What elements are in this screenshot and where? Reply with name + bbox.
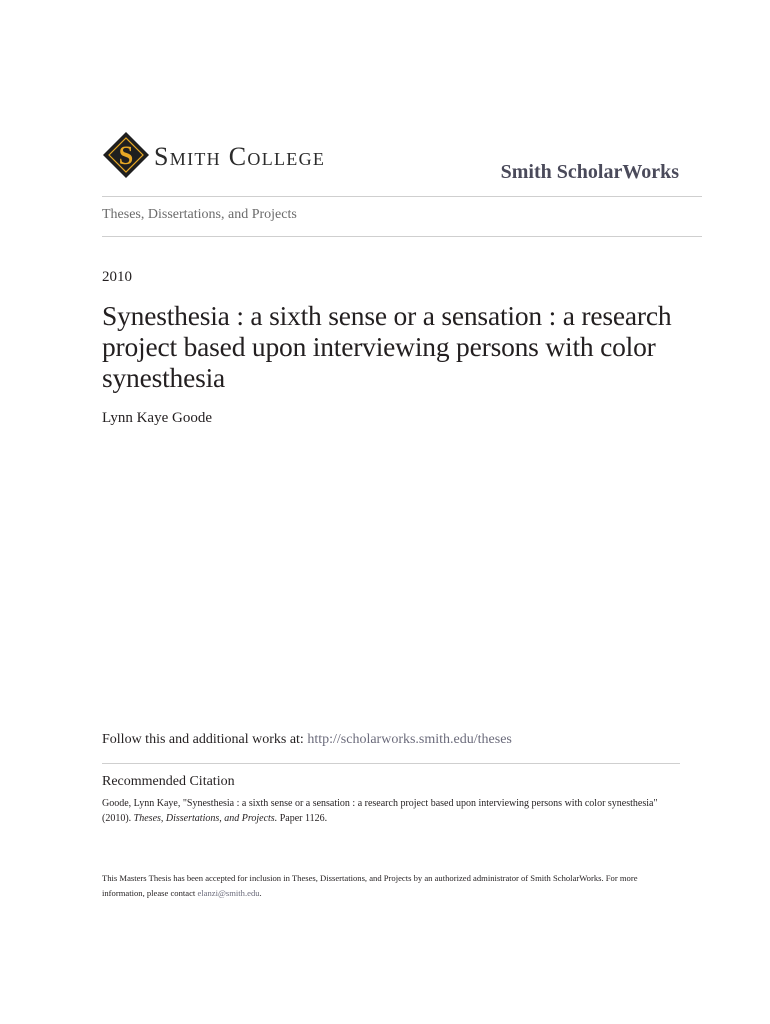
- author-name: Lynn Kaye Goode: [102, 410, 212, 426]
- citation-text: [102, 796, 672, 826]
- notice-end: .: [259, 888, 262, 898]
- recommended-citation-heading: Recommended Citation: [102, 774, 235, 789]
- divider: [102, 196, 702, 197]
- document-title: Synesthesia : a sixth sense or a sensation : a research project based upon interviewing persons with color synesthesia: [102, 300, 672, 393]
- smith-college-wordmark: Smith College: [154, 142, 326, 171]
- collection-link[interactable]: Theses, Dissertations, and Projects: [102, 207, 297, 222]
- divider: [102, 236, 702, 237]
- notice-text: This Masters Thesis has been accepted for inclusion in Theses, Dissertations, and Projects by an authorized administrator of Smith ScholarWorks. For more information, please contact: [102, 873, 638, 898]
- acceptance-notice: [102, 871, 677, 901]
- svg-text:S: S: [118, 141, 134, 170]
- divider: [102, 763, 680, 764]
- citation-part-2: Paper 1126.: [277, 813, 328, 824]
- citation-series: Theses, Dissertations, and Projects.: [133, 813, 278, 824]
- follow-label: Follow this and additional works at:: [102, 732, 308, 747]
- contact-email-link[interactable]: elanzi@smith.edu: [197, 888, 260, 898]
- smith-college-logo-icon: [102, 131, 150, 179]
- publication-year: 2010: [102, 269, 132, 285]
- citation-part-1: Goode, Lynn Kaye, "Synesthesia : a sixth sense or a sensation : a research project based upon interviewing persons with color synesthesia" (2010).: [102, 798, 658, 824]
- follow-url-link[interactable]: http://scholarworks.smith.edu/theses: [307, 732, 512, 747]
- follow-line: [102, 732, 512, 748]
- repository-name[interactable]: Smith ScholarWorks: [500, 161, 679, 183]
